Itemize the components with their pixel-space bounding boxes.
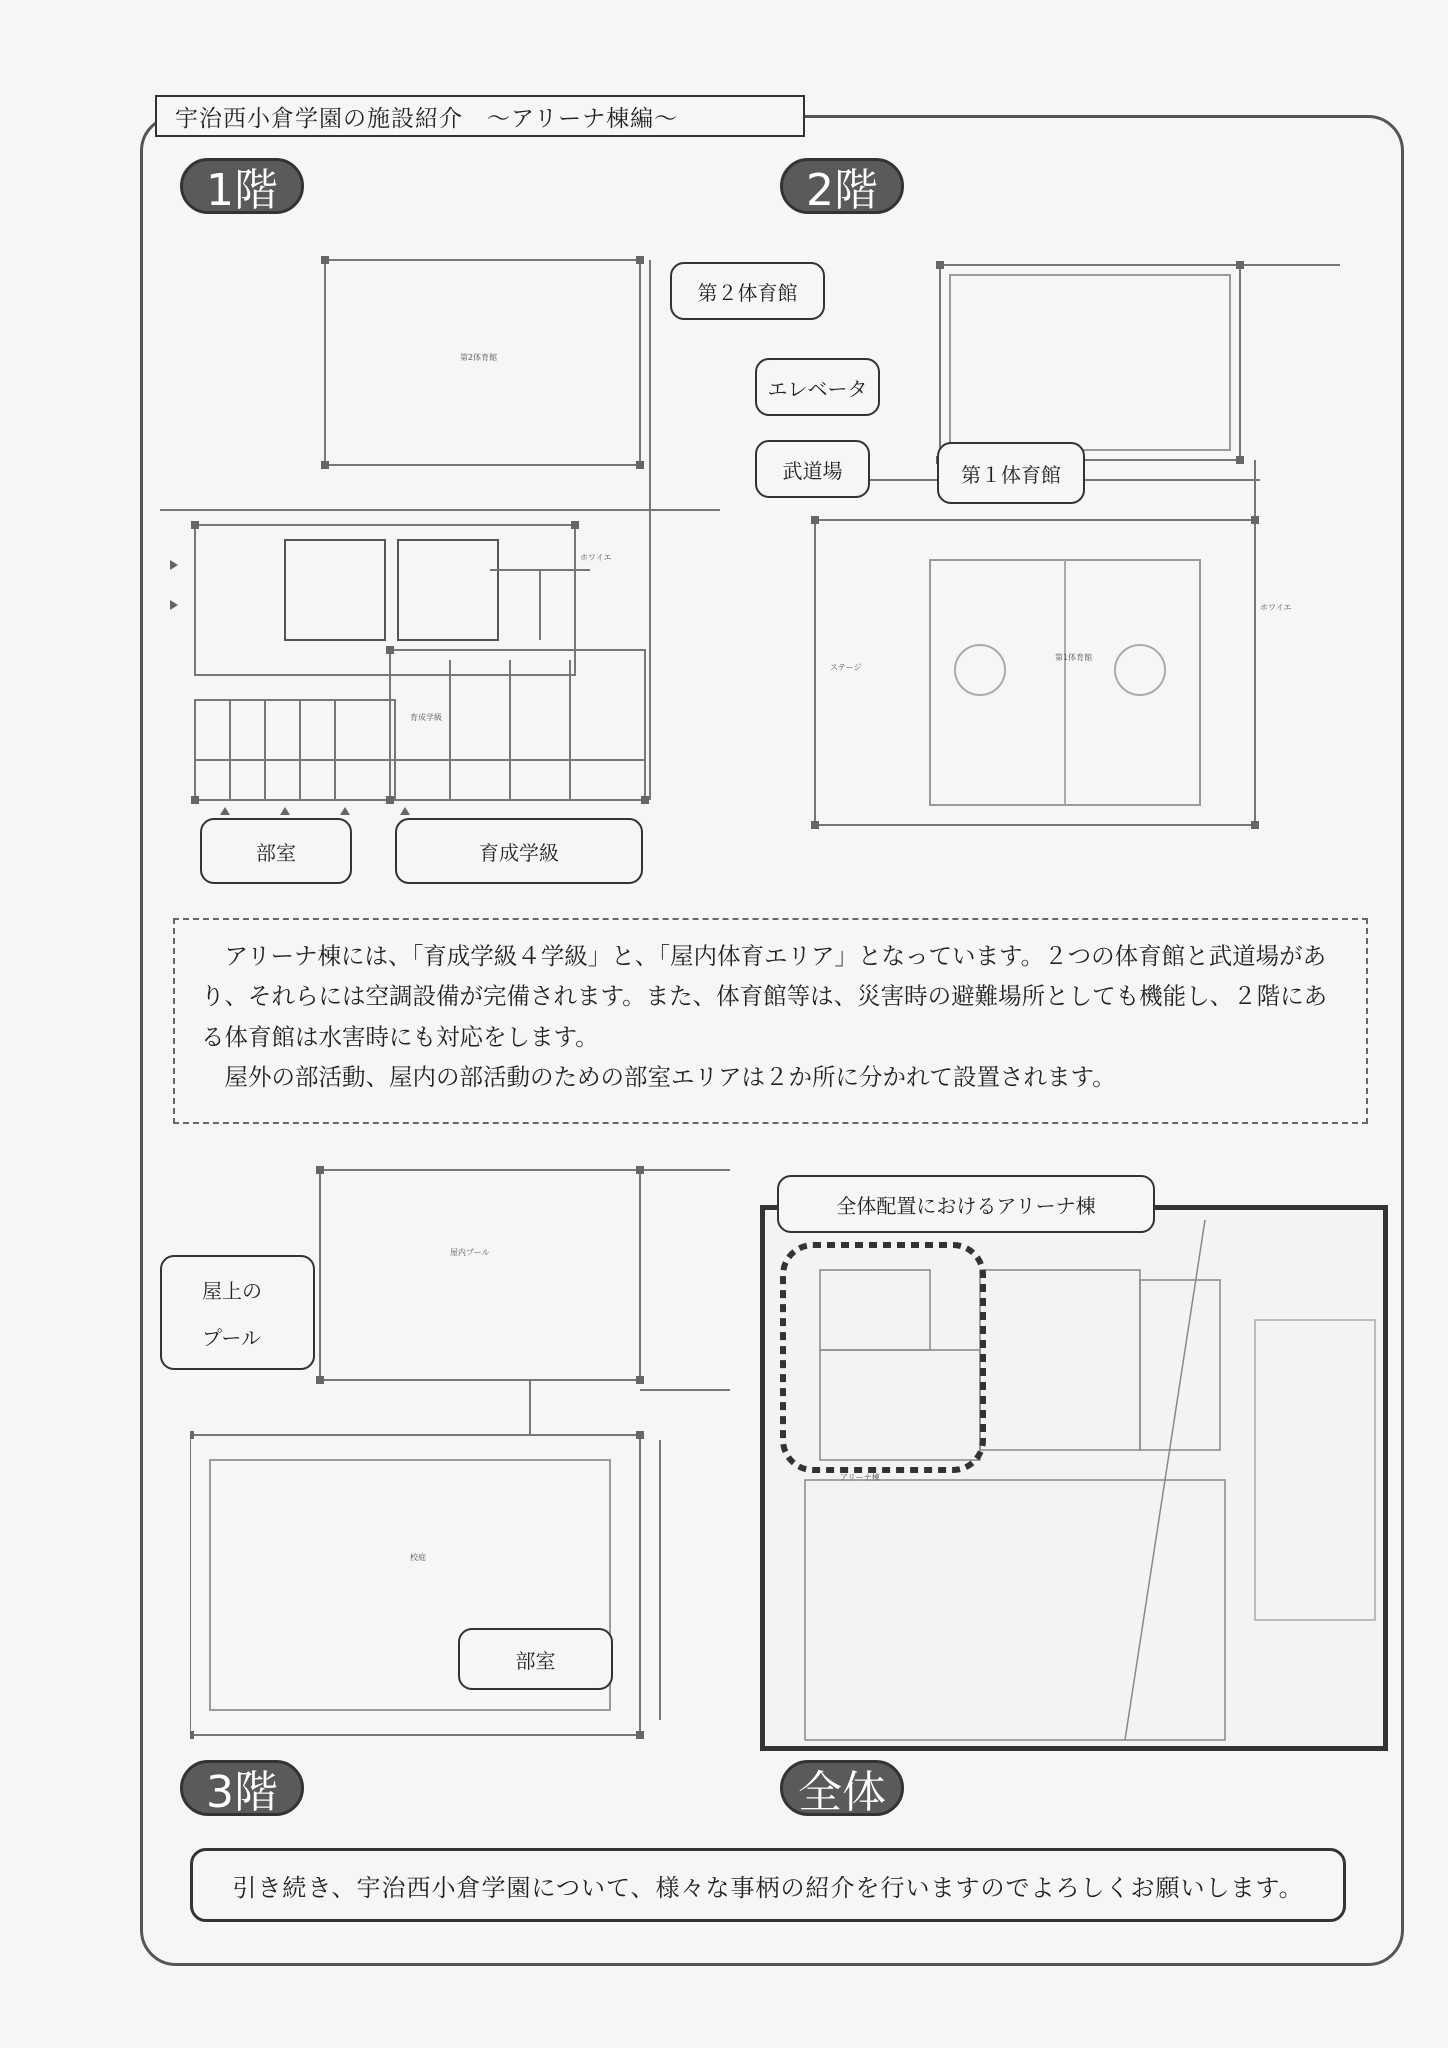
overall-badge: 全体 [780,1760,904,1816]
svg-text:育成学級: 育成学級 [410,713,442,722]
svg-text:屋内プール: 屋内プール [450,1248,490,1257]
svg-text:ステージ: ステージ [830,663,862,672]
callout-club-room-3f: 部室 [458,1628,613,1690]
svg-text:第1体育館: 第1体育館 [1055,653,1093,662]
rooftop-pool-line-2: プール [202,1325,261,1350]
callout-ikusei: 育成学級 [395,818,643,884]
svg-text:アリーナ棟: アリーナ棟 [840,1473,880,1482]
svg-text:第2体育館: 第2体育館 [460,353,498,362]
description-paragraph-1: アリーナ棟には、「育成学級４学級」と、「屋内体育エリア」となっています。２つの体育館と武道場があり、それらには空調設備が完備されます。また、体育館等は、災害時の避難場所としても機能し、２階にある体育館は水害時にも対応をします。 [201,942,1328,1051]
floor-1-badge: 1階 [180,158,304,214]
callout-elevator: エレベータ [755,358,880,416]
svg-text:ホワイエ: ホワイエ [580,553,612,562]
svg-text:校庭: 校庭 [410,1553,426,1562]
callout-rooftop-pool [160,1255,315,1370]
floor-2-badge: 2階 [780,158,904,214]
footer-message: 引き続き、宇治西小倉学園について、様々な事柄の紹介を行いますのでよろしくお願いします。 [190,1848,1346,1922]
floor-3-badge: 3階 [180,1760,304,1816]
svg-text:ホワイエ: ホワイエ [1260,603,1292,612]
page-title: 宇治西小倉学園の施設紹介 ～アリーナ棟編～ [155,95,805,137]
callout-gym-2: 第２体育館 [670,262,825,320]
callout-club-room-1f: 部室 [200,818,352,884]
callout-gym-1: 第１体育館 [937,442,1085,504]
description-box [173,918,1368,1124]
floor-2-plan [800,240,1360,840]
floor-1-plan [160,240,720,830]
description-paragraph-2: 屋外の部活動、屋内の部活動のための部室エリアは２か所に分かれて設置されます。 [224,1063,1116,1092]
callout-budojo: 武道場 [755,440,870,498]
overall-site-plan [760,1205,1388,1751]
callout-overall-arena: 全体配置におけるアリーナ棟 [777,1175,1155,1233]
rooftop-pool-line-1: 屋上の [202,1278,262,1303]
